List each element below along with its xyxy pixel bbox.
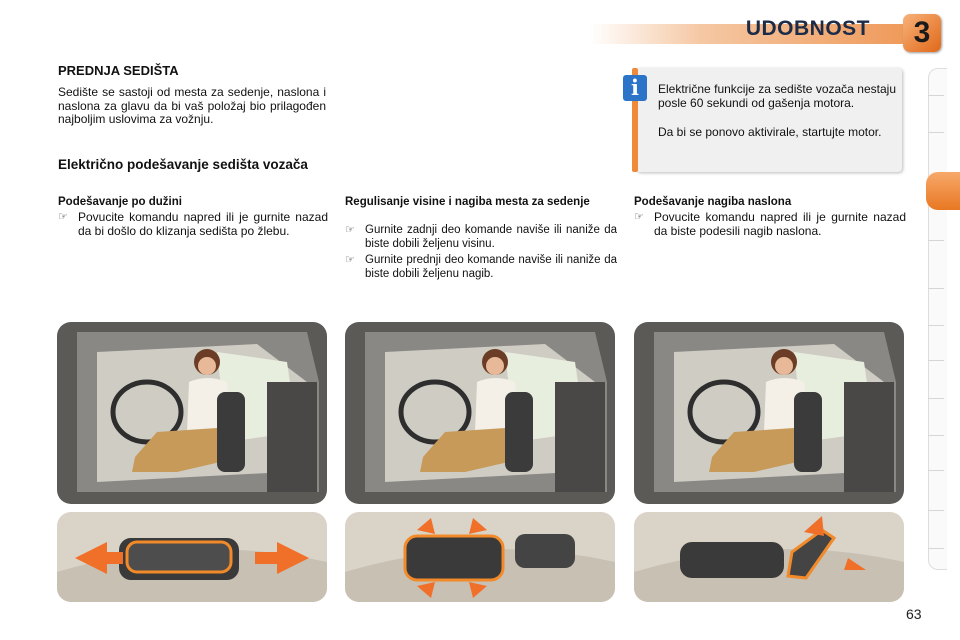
col2-bullet (345, 224, 617, 251)
active-chapter-tab[interactable] (926, 172, 960, 210)
tab-divider (928, 360, 944, 361)
tab-divider (928, 288, 944, 289)
tab-divider (928, 510, 944, 511)
col2-bullet (345, 254, 617, 281)
tab-divider (928, 95, 944, 96)
col2-bullet-text: Gurnite prednji deo komande naviše ili naniže da biste dobili željenu nagib. (365, 254, 617, 280)
control-closeup-height (345, 512, 615, 602)
seat-illustration-height (345, 322, 615, 504)
section-title: PREDNJA SEDIŠTA (58, 63, 179, 78)
col3-bullet (634, 211, 906, 238)
pointing-hand-icon: ☞ (345, 224, 355, 236)
tab-divider (928, 548, 944, 549)
seat-illustration-backrest (634, 322, 904, 504)
tab-divider (928, 470, 944, 471)
pointing-hand-icon: ☞ (58, 211, 68, 223)
page-number: 63 (906, 606, 922, 622)
chapter-title: UDOBNOST (745, 17, 870, 40)
seat-illustration-length (57, 322, 327, 504)
info-text-2: Da bi se ponovo aktivirale, startujte motor. (658, 125, 882, 139)
tab-divider (928, 132, 944, 133)
pointing-hand-icon: ☞ (634, 211, 644, 223)
col2-bullet-text: Gurnite zadnji deo komande naviše ili naniže da biste dobili željenu visinu. (365, 224, 617, 250)
subsection-title: Električno podešavanje sedišta vozača (58, 157, 308, 172)
col3-title: Podešavanje nagiba naslona (634, 196, 792, 208)
control-closeup-backrest (634, 512, 904, 602)
tab-divider (928, 398, 944, 399)
chapter-tab-rail (928, 68, 947, 570)
tab-divider (928, 240, 944, 241)
col2-title: Regulisanje visine i nagiba mesta za sedenje (345, 196, 590, 208)
col3-bullet-text: Povucite komandu napred ili je gurnite nazad da biste podesili nagib naslona. (654, 210, 906, 238)
tab-divider (928, 325, 944, 326)
pointing-hand-icon: ☞ (345, 254, 355, 266)
intro-text: Sedište se sastoji od mesta za sedenje, naslona i naslona za glavu da bi vaš položaj bio prilagođen najboljim uslovima za vožnju. (58, 85, 326, 126)
chapter-number: 3 (913, 16, 931, 49)
col1-bullet-text: Povucite komandu napred ili je gurnite nazad da bi došlo do klizanja sedišta po žlebu. (78, 210, 328, 238)
info-icon: i (623, 75, 647, 101)
control-closeup-length (57, 512, 327, 602)
col1-title: Podešavanje po dužini (58, 196, 182, 208)
tab-divider (928, 435, 944, 436)
col1-bullet (58, 211, 328, 238)
info-text-1: Električne funkcije za sedište vozača nestaju posle 60 sekundi od gašenja motora. (658, 82, 896, 110)
